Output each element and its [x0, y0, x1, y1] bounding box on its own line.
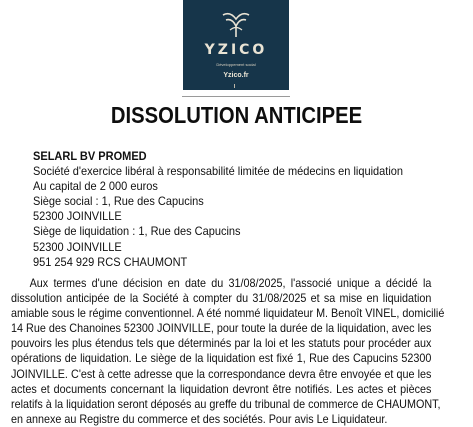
body-line: dissolution anticipée de la Société à compter du 31/08/2025 et sa mise en liquidation [11, 292, 432, 306]
company-info-block [33, 149, 403, 270]
logo-name: YZICO [204, 42, 268, 58]
header-divider [182, 96, 290, 97]
company-capital: Au capital de 2 000 euros [33, 180, 158, 194]
company-name: SELARL BV PROMED [33, 150, 147, 163]
logo-url: Yzico.fr [223, 72, 249, 79]
body-line: JOINVILLE. C'est à cette adresse que la correspondance devra être envoyée et que les [11, 367, 432, 381]
body-line: 14 Rue des Chanoines 52300 JOINVILLE, pour toute la durée de la liquidation, avec les [11, 322, 432, 336]
yzico-logo [183, 0, 289, 90]
liquidation-office-street: Siège de liquidation : 1, Rue des Capucins [33, 225, 241, 239]
body-line: relatifs à la liquidation seront déposés au greffe du tribunal de commerce de CHAUMONT, [11, 397, 441, 411]
body-line: actes et documents concernant la liquidation devront être notifiés. Les actes et pièces [11, 382, 432, 396]
registered-office-street: Siège social : 1, Rue des Capucins [33, 195, 204, 209]
yzico-emblem-icon [220, 9, 252, 39]
notice-body-paragraph [11, 276, 463, 427]
logo-divider-tick [234, 84, 235, 88]
body-line: en annexe au Registre du commerce et des sociétés. Pour avis Le Liquidateur. [11, 412, 388, 426]
body-line: amiable sous le régime conventionnel. A été nommé liquidateur M. Benoît VINEL, domicilié [11, 307, 445, 321]
company-legal-form: Société d'exercice libéral à responsabilité limitée de médecins en liquidation [33, 165, 404, 179]
liquidation-office-city: 52300 JOINVILLE [33, 240, 122, 254]
body-line: pouvoirs les plus étendus tels que déterminés par la loi et les statuts pour procéder aux [11, 337, 432, 351]
body-line: opérations de liquidation. Le siège de la liquidation est fixé 1, Rue des Capucins 52300 [11, 352, 432, 366]
notice-title: DISSOLUTION ANTICIPEE [110, 102, 363, 128]
body-line: Aux termes d'une décision en date du 31/08/2025, l'associé unique a décidé la [29, 277, 432, 290]
registered-office-city: 52300 JOINVILLE [33, 210, 122, 224]
rcs-number: 951 254 929 RCS CHAUMONT [33, 255, 188, 269]
logo-tagline: Développement social [216, 62, 256, 67]
